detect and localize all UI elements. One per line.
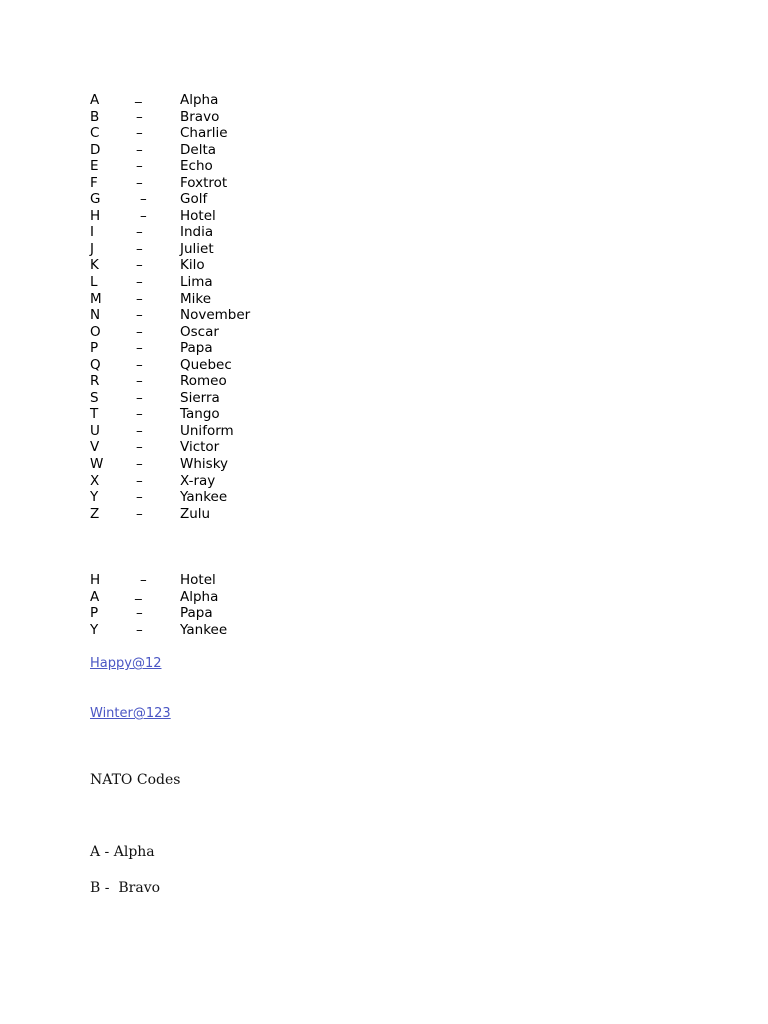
separator: – <box>136 373 143 390</box>
letter: V <box>90 439 100 456</box>
separator: – <box>136 125 143 142</box>
code-word: Bravo <box>180 108 220 125</box>
code-word: Yankee <box>180 621 228 638</box>
code-word: Papa <box>180 605 213 622</box>
letter: A <box>90 92 100 108</box>
letter: E <box>90 158 99 175</box>
code-word: Whisky <box>180 456 229 473</box>
separator: – <box>136 406 143 423</box>
happy-link[interactable]: Happy@12 <box>90 656 162 671</box>
separator: – <box>136 257 143 274</box>
code-word: Echo <box>180 158 213 175</box>
letter: L <box>90 274 98 291</box>
separator: – <box>136 605 143 622</box>
code-word: Zulu <box>180 505 211 522</box>
separator: – <box>140 191 147 208</box>
separator: – <box>136 439 143 456</box>
code-word: Lima <box>180 274 213 291</box>
letter: C <box>90 125 100 142</box>
separator: – <box>136 158 143 175</box>
code-word: Romeo <box>180 373 227 390</box>
code-word: Charlie <box>180 125 228 142</box>
code-word: Hotel <box>180 207 216 224</box>
letter: H <box>90 572 101 588</box>
separator: – <box>136 174 143 191</box>
code-word: Hotel <box>180 572 216 588</box>
letter: M <box>90 290 102 307</box>
letter: U <box>90 422 100 439</box>
code-word: Juliet <box>180 240 214 257</box>
separator: – <box>136 505 143 522</box>
letter: R <box>90 373 100 390</box>
letter: T <box>90 406 99 423</box>
code-word: X-ray <box>180 472 216 489</box>
letter: B <box>90 108 100 125</box>
letter: D <box>90 141 101 158</box>
code-word: Alpha <box>180 588 219 605</box>
letter: Y <box>90 489 99 506</box>
letter: H <box>90 207 101 224</box>
code-word: Quebec <box>180 356 232 373</box>
code-word: Victor <box>180 439 220 456</box>
code-word: Sierra <box>180 389 220 406</box>
separator: – <box>140 572 147 588</box>
separator: – <box>136 389 143 406</box>
separator: – <box>136 356 143 373</box>
letter: W <box>90 456 104 473</box>
separator: – <box>136 472 143 489</box>
separator: – <box>136 456 143 473</box>
letter: F <box>90 174 98 191</box>
code-word: India <box>180 224 214 241</box>
separator: – <box>136 108 143 125</box>
separator: – <box>136 340 143 357</box>
letter: I <box>90 224 94 241</box>
letter: N <box>90 307 101 324</box>
separator: – <box>140 207 147 224</box>
nato-codes-heading: NATO Codes <box>90 772 181 788</box>
code-word: Yankee <box>180 489 228 506</box>
separator: – <box>136 240 143 257</box>
code-word: Uniform <box>180 422 234 439</box>
letter: P <box>90 340 99 357</box>
code-word: Mike <box>180 290 212 307</box>
code-word: Oscar <box>180 323 219 340</box>
code-word: Foxtrot <box>180 174 228 191</box>
separator: – <box>136 621 143 638</box>
separator: – <box>136 323 143 340</box>
code-word: Delta <box>180 141 217 158</box>
letter: Y <box>90 621 99 638</box>
separator: _ <box>135 584 142 601</box>
separator: – <box>136 274 143 291</box>
letter: O <box>90 323 101 340</box>
winter-link[interactable]: Winter@123 <box>90 706 171 721</box>
letter: A <box>90 588 100 605</box>
separator: – <box>136 307 143 324</box>
code-word: Golf <box>180 191 208 208</box>
code-word: Kilo <box>180 257 205 274</box>
nato-line-bravo: B - Bravo <box>90 880 161 896</box>
separator: – <box>136 489 143 506</box>
letter: P <box>90 605 99 622</box>
letter: Z <box>90 505 100 522</box>
letter: K <box>90 257 99 274</box>
separator: _ <box>135 88 142 104</box>
separator: – <box>136 224 143 241</box>
code-word: Papa <box>180 340 213 357</box>
letter: X <box>90 472 100 489</box>
letter: J <box>90 240 94 257</box>
separator: – <box>136 422 143 439</box>
letter: Q <box>90 356 101 373</box>
code-word: Alpha <box>180 92 219 108</box>
letter: S <box>90 389 99 406</box>
code-word: Tango <box>180 406 220 423</box>
letter: G <box>90 191 101 208</box>
separator: – <box>136 290 143 307</box>
separator: – <box>136 141 143 158</box>
nato-line-alpha: A - Alpha <box>90 844 155 860</box>
code-word: November <box>180 307 251 324</box>
